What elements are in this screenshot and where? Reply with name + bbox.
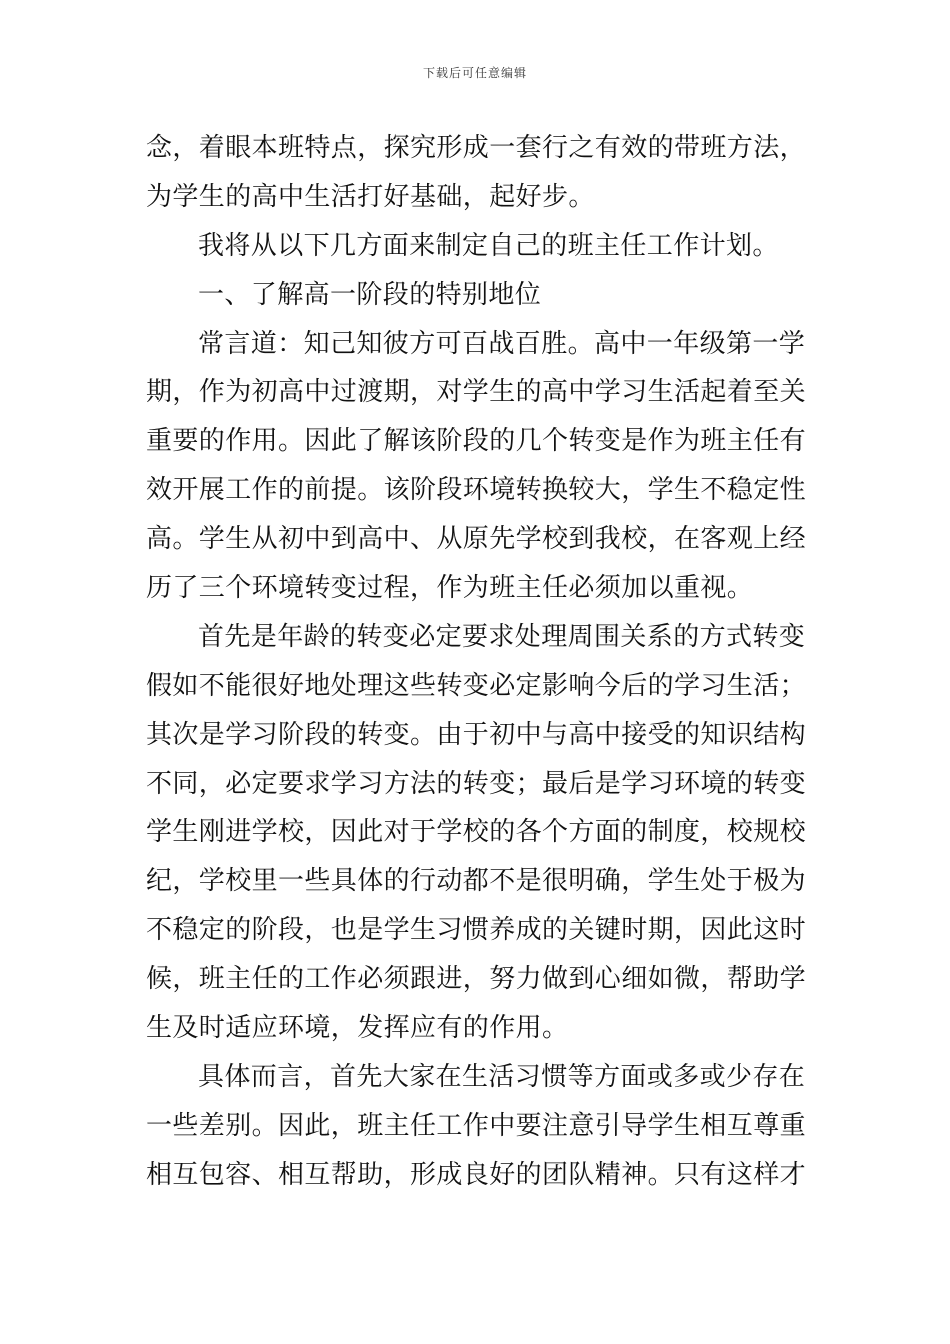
text-line: 假如不能很好地处理这些转变必定影响今后的学习生活； (146, 670, 807, 701)
text-line: 首先是年龄的转变必定要求处理周围关系的方式转变 (198, 621, 806, 652)
text-line: 生及时适应环境，发挥应有的作用。 (146, 1013, 569, 1044)
text-line: 常言道：知己知彼方可百战百胜。高中一年级第一学 (198, 328, 806, 359)
text-line: 效开展工作的前提。该阶段环境转换较大，学生不稳定性 (146, 475, 807, 506)
text-line: 一些差别。因此，班主任工作中要注意引导学生相互尊重 (146, 1110, 807, 1141)
text-line: 其次是学习阶段的转变。由于初中与高中接受的知识结构 (146, 719, 807, 750)
text-line: 候，班主任的工作必须跟进，努力做到心细如微，帮助学 (146, 964, 807, 995)
text-line: 我将从以下几方面来制定自己的班主任工作计划。 (198, 230, 779, 261)
text-line: 期，作为初高中过渡期，对学生的高中学习生活起着至关 (146, 377, 807, 408)
text-line: 相互包容、相互帮助，形成良好的团队精神。只有这样才 (146, 1159, 807, 1190)
text-line: 历了三个环境转变过程，作为班主任必须加以重视。 (146, 573, 754, 604)
text-line: 不同，必定要求学习方法的转变；最后是学习环境的转变 (146, 768, 807, 799)
text-line: 重要的作用。因此了解该阶段的几个转变是作为班主任有 (146, 426, 807, 457)
text-line: 高。学生从初中到高中、从原先学校到我校，在客观上经 (146, 524, 807, 555)
text-line: 不稳定的阶段，也是学生习惯养成的关键时期，因此这时 (146, 915, 807, 946)
text-line: 具体而言，首先大家在生活习惯等方面或多或少存在 (198, 1061, 806, 1092)
text-line: 纪，学校里一些具体的行动都不是很明确，学生处于极为 (146, 866, 807, 897)
text-line: 为学生的高中生活打好基础，起好步。 (146, 181, 595, 212)
text-line: 一、了解高一阶段的特别地位 (198, 279, 542, 310)
header-note: 下载后可任意编辑 (422, 66, 527, 80)
document-body (146, 124, 810, 1200)
text-line: 念，着眼本班特点，探究形成一套行之有效的带班方法， (146, 133, 807, 163)
text-line: 学生刚进学校，因此对于学校的各个方面的制度，校规校 (146, 817, 807, 848)
